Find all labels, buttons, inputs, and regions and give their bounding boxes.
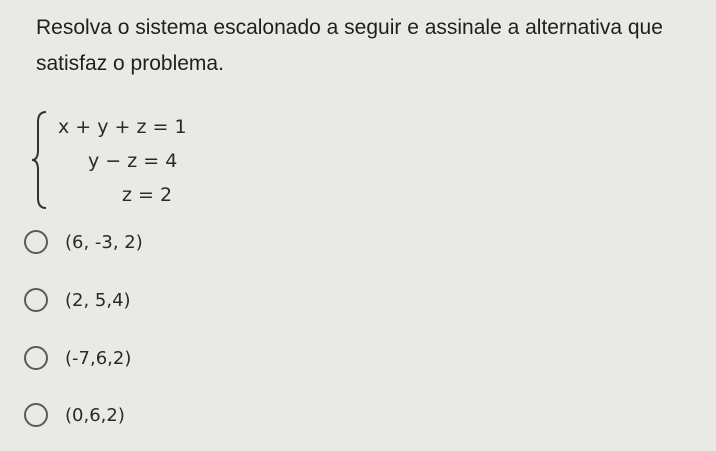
option-c-label: (-7,6,2) [65, 347, 132, 369]
option-a[interactable] [24, 225, 143, 259]
option-d[interactable] [24, 398, 125, 432]
radio-button-b[interactable] [24, 288, 48, 312]
equation-system [30, 110, 250, 210]
radio-button-a[interactable] [24, 230, 48, 254]
radio-button-d[interactable] [24, 403, 48, 427]
radio-button-c[interactable] [24, 346, 48, 370]
left-brace-icon [30, 110, 54, 210]
equation-2: y − z = 4 [88, 150, 178, 172]
option-a-label: (6, -3, 2) [65, 231, 143, 253]
option-d-label: (0,6,2) [65, 404, 125, 426]
option-b-label: (2, 5,4) [65, 289, 131, 311]
equation-1: x + y + z = 1 [58, 116, 187, 138]
option-c[interactable] [24, 341, 131, 375]
option-b[interactable] [24, 283, 131, 317]
equation-3: z = 2 [122, 184, 173, 206]
question-text: Resolva o sistema escalonado a seguir e assinale a alternativa que satisfaz o problema. [36, 16, 663, 75]
